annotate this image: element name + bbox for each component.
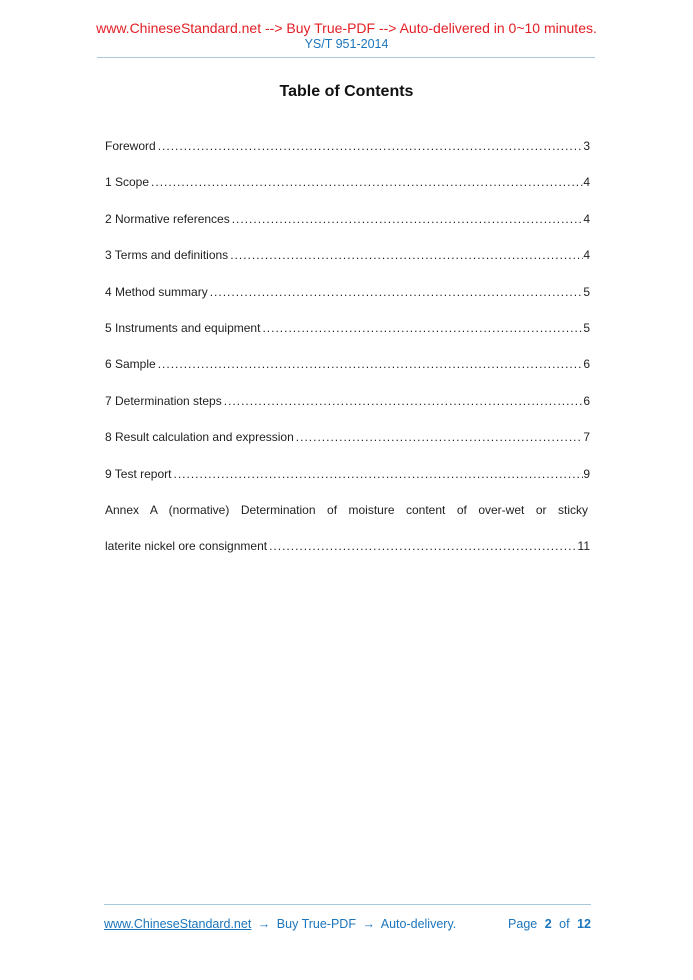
of-word: of [559,917,570,931]
page-indicator [508,916,591,932]
toc-leader-dots [158,138,584,154]
footer-nav [104,916,459,932]
toc-entry [105,174,590,190]
toc-entry-label: 3 Terms and definitions [105,248,229,263]
toc-entry [105,429,590,445]
toc-leader-dots [173,466,583,482]
toc-entry [105,393,590,409]
toc-entry-page: 4 [583,248,590,263]
toc-entry-label: 2 Normative references [105,211,230,226]
toc-entry [105,320,590,336]
toc-entry-label: Annex A (normative) Determination of moisture content of over-wet or sticky [105,502,588,517]
toc-entry-page: 3 [583,139,590,153]
toc-entry [105,284,590,300]
toc-entry-label: 9 Test report [105,466,172,481]
toc-entry [105,247,590,263]
toc-entry-page: 7 [583,430,590,445]
toc-entry-label: 5 Instruments and equipment [105,320,261,335]
toc-entry-page: 5 [583,320,590,335]
toc-entry [105,211,590,227]
page-word: Page [508,917,538,931]
toc-entry-page: 5 [583,284,590,299]
toc-leader-dots [230,247,583,263]
toc-entry [105,466,590,482]
footer-divider [104,904,591,905]
toc-list [105,138,590,575]
toc-leader-dots [269,538,577,554]
toc-leader-dots [224,393,584,409]
header-divider [97,57,595,58]
toc-entry-page: 9 [583,466,590,481]
toc-entry-page: 4 [583,211,590,226]
toc-entry-label: 4 Method summary [105,284,208,299]
toc-entry [105,356,590,372]
arrow-right-icon: → [362,917,375,931]
footer-delivery-label: Auto-delivery. [380,917,457,931]
toc-leader-dots [262,320,583,336]
page-current: 2 [544,917,552,931]
footer-site-link[interactable]: www.ChineseStandard.net [104,917,252,931]
page-total: 12 [577,917,591,931]
toc-leader-dots [232,211,584,227]
toc-leader-dots [296,429,584,445]
toc-leader-dots [158,356,584,372]
toc-entry-page: 6 [583,357,590,372]
footer-buy-label: Buy True-PDF [276,917,356,931]
toc-entry-label: 8 Result calculation and expression [105,430,294,445]
standard-code: YS/T 951-2014 [304,37,389,51]
footer [104,916,591,932]
toc-entry [105,502,590,518]
toc-entry-label: Foreword [105,139,156,153]
toc-entry-page: 11 [577,539,590,554]
page-title: Table of Contents [279,83,414,100]
toc-entry-label: laterite nickel ore consignment [105,539,268,554]
toc-entry-page: 4 [583,175,590,190]
arrow-right-icon: → [257,917,271,931]
toc-entry-label: 1 Scope [105,175,150,190]
toc-entry-label: 6 Sample [105,357,156,372]
toc-leader-dots [151,174,583,190]
toc-entry-page: 6 [583,393,590,408]
toc-entry [105,538,590,554]
toc-entry [105,138,590,154]
toc-leader-dots [210,284,584,300]
toc-entry-label: 7 Determination steps [105,393,222,408]
promo-banner-link[interactable]: www.ChineseStandard.net --> Buy True-PDF --> Auto-delivered in 0~10 minutes. [96,20,597,36]
